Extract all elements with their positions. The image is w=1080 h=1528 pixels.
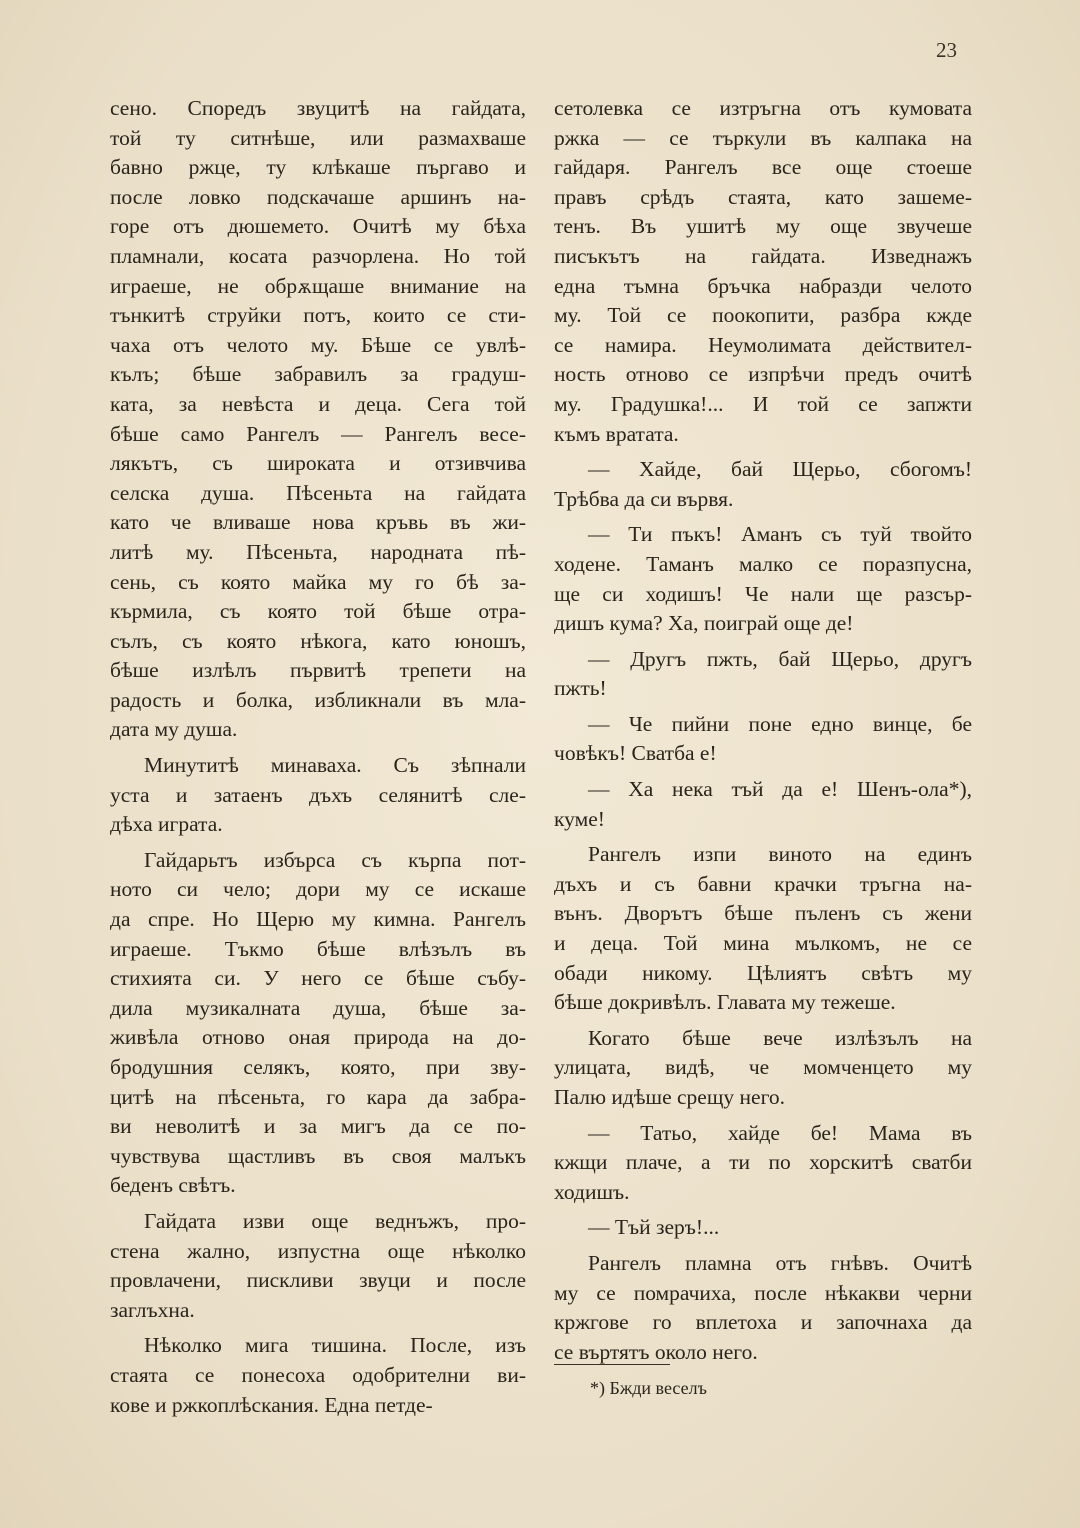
text-line: му. Градушка!... И той се запжти <box>554 391 972 416</box>
text-line: правъ срѣдъ стаята, като зашеме- <box>554 184 972 209</box>
paragraph <box>554 94 972 449</box>
text-line: живѣла отново оная природа на до- <box>110 1025 526 1050</box>
text-line: стихията си. У него се бѣше събу- <box>110 966 526 991</box>
text-line: и деца. Той мина мълкомъ, не се <box>554 931 972 956</box>
text-line: сень, съ която майка му го бѣ за- <box>110 569 526 594</box>
text-line: гайдаря. Рангелъ все още стоеше <box>554 155 972 180</box>
text-line: ходене. Таманъ малко се поразпусна, <box>554 551 972 576</box>
text-line: пжть! <box>554 676 607 701</box>
text-line: — Хайде, бай Щерьо, сбогомъ! <box>588 457 972 482</box>
paragraph <box>110 1331 526 1420</box>
text-line: ното си чело; дори му се искаше <box>110 877 526 902</box>
text-line: литѣ му. Пѣсеньта, народната пѣ- <box>110 539 526 564</box>
text-line: ката, за невѣста и деца. Сега той <box>110 391 526 416</box>
text-line: лякътъ, съ широката и отзивчива <box>110 451 526 476</box>
page-number: 23 <box>936 38 957 62</box>
text-line: селска душа. Пѣсеньта на гайдата <box>110 480 526 505</box>
text-line: писъкътъ на гайдата. Изведнажъ <box>554 243 972 268</box>
text-line: дата му душа. <box>110 717 238 742</box>
text-line: — Татьо, хайде бе! Мама въ <box>588 1120 972 1145</box>
text-line: стаята се понесоха одобрителни ви- <box>110 1362 526 1387</box>
text-line: дишъ кума? Ха, поиграй още де! <box>554 611 854 636</box>
text-line: — Ти пъкъ! Аманъ съ туй твойто <box>588 522 972 547</box>
text-line: човѣкъ! Сватба е! <box>554 741 717 766</box>
text-line: се намира. Неумолимата действител- <box>554 332 972 357</box>
text-line: горе отъ дюшемето. Очитѣ му бѣха <box>110 214 526 239</box>
text-line: Палю идѣше срещу него. <box>554 1085 785 1109</box>
text-line: Нѣколко мига тишина. После, изъ <box>144 1333 526 1358</box>
text-line: бѣше само Рангелъ — Рангелъ весе- <box>110 421 526 446</box>
text-line: ви неволитѣ и за мигъ да се по- <box>110 1114 526 1139</box>
text-line: ходишъ. <box>554 1179 630 1204</box>
text-line: кърмила, съ която той бѣше отра- <box>110 599 526 624</box>
footnote: *) Бжди веселъ <box>590 1378 707 1398</box>
paragraph <box>554 455 972 514</box>
paragraph <box>554 710 972 769</box>
text-line: бѣше докривѣлъ. Главата му тежеше. <box>554 990 896 1015</box>
text-line: му. Той се поокопити, разбра кжде <box>554 303 972 328</box>
text-line: обади никому. Цѣлиятъ свѣтъ му <box>554 960 972 985</box>
paragraph <box>110 94 526 745</box>
text-line: — Тъй зеръ!... <box>588 1215 720 1240</box>
text-line: играеше, не обрѫщаше внимание на <box>110 273 526 298</box>
text-line: пламнали, косата разчорлена. Но той <box>110 243 526 268</box>
text-line: Когато бѣше вече излѣзълъ на <box>588 1025 972 1050</box>
paragraph <box>554 1119 972 1208</box>
text-line: дъхъ и съ бавни крачки тръгна на- <box>554 871 972 896</box>
text-line: бѣше излѣлъ първитѣ трепети на <box>110 658 526 683</box>
text-line: той ту ситнѣше, или размахваше <box>110 125 526 150</box>
text-line: сено. Споредъ звуцитѣ на гайдата, <box>110 96 526 120</box>
text-line: провлачени, пискливи звуци и после <box>110 1268 526 1293</box>
text-line: Рангелъ изпи виното на единъ <box>588 842 972 867</box>
text-line: дила музикалната душа, бѣше за- <box>110 995 526 1020</box>
paragraph <box>554 1024 972 1113</box>
text-line: заглъхна. <box>110 1297 195 1322</box>
text-line: играеше. Тъкмо бѣше влѣзълъ въ <box>110 936 526 961</box>
text-line: сетолевка се изтръгна отъ кумовата <box>554 96 972 120</box>
text-line: цитѣ на пѣсеньта, го кара да забра- <box>110 1084 526 1109</box>
left-column <box>110 94 526 1420</box>
text-line: да спре. Но Щерю му кимна. Рангелъ <box>110 907 526 932</box>
text-line: кжщи плаче, а ти по хорскитѣ сватби <box>554 1150 972 1175</box>
text-line: тънкитѣ струйки потъ, които се сти- <box>110 303 526 328</box>
text-line: куме! <box>554 806 605 831</box>
text-line: — Че пийни поне едно винце, бе <box>588 711 972 736</box>
paragraph <box>554 840 972 1018</box>
text-line: ржка — се търкули въ калпака на <box>554 125 972 150</box>
text-line: тенъ. Въ ушитѣ му още звучеше <box>554 214 972 239</box>
paragraph <box>110 1207 526 1325</box>
text-line: вънъ. Дворътъ бѣше пъленъ съ жени <box>554 901 972 926</box>
text-line: Рангелъ пламна отъ гнѣвъ. Очитѣ <box>588 1250 972 1275</box>
text-line: кржгове го вплетоха и започнаха да <box>554 1310 972 1335</box>
paragraph <box>554 645 972 704</box>
text-line: кълъ; бѣше забравилъ за градуш- <box>110 362 526 387</box>
footnote-divider <box>554 1364 670 1365</box>
text-line: бродушния селякъ, която, при зву- <box>110 1055 526 1079</box>
text-line: бавно ржце, ту клѣкаше пъргаво и <box>110 155 526 180</box>
text-line: една тъмна бръчка набразди челото <box>554 273 972 298</box>
text-line: като че вливаше нова кръвь въ жи- <box>110 510 526 535</box>
paragraph <box>110 846 526 1201</box>
text-line: Минутитѣ минаваха. Съ зѣпнали <box>144 753 526 778</box>
text-line: чаха отъ челото му. Бѣше се увлѣ- <box>110 332 526 357</box>
text-line: се въртятъ около него. <box>554 1339 758 1364</box>
text-line: радость и болка, избликнали въ мла- <box>110 687 526 712</box>
text-line: улицата, видѣ, че момченцето му <box>554 1055 972 1080</box>
paragraph <box>110 751 526 840</box>
paragraph <box>554 520 972 638</box>
paragraph <box>554 1249 972 1367</box>
text-line: беденъ свѣтъ. <box>110 1173 236 1198</box>
text-line: къмъ вратата. <box>554 421 679 446</box>
text-line: — Ха нека тъй да е! Шенъ-ола*), <box>588 777 972 802</box>
text-line: ность отново се изпрѣчи предъ очитѣ <box>554 362 972 387</box>
text-line: уста и затаенъ дъхъ селянитѣ сле- <box>110 782 526 807</box>
text-line: кове и ржкоплѣскания. Една петде- <box>110 1392 433 1417</box>
text-line: сълъ, съ която нѣкога, като юношъ, <box>110 628 526 653</box>
text-line: стена жално, изпустна още нѣколко <box>110 1238 526 1263</box>
right-column <box>554 94 972 1367</box>
text-line: после ловко подскачаше аршинъ на- <box>110 184 526 209</box>
text-line: Гайдарьтъ избърса съ кърпа пот- <box>144 847 526 872</box>
text-line: дѣха играта. <box>110 812 223 837</box>
text-line: Трѣбва да си вървя. <box>554 486 734 511</box>
text-line: ще си ходишъ! Че нали ще разсър- <box>554 581 972 606</box>
text-line: му се помрачиха, после нѣкакви черни <box>554 1280 972 1305</box>
paragraph <box>554 1213 972 1243</box>
text-line: Гайдата изви още веднъжъ, про- <box>144 1208 526 1233</box>
text-line: — Другъ пжть, бай Щерьо, другъ <box>588 646 972 671</box>
paragraph <box>554 775 972 834</box>
text-line: чувствува щастливъ въ своя малъкъ <box>110 1143 526 1168</box>
